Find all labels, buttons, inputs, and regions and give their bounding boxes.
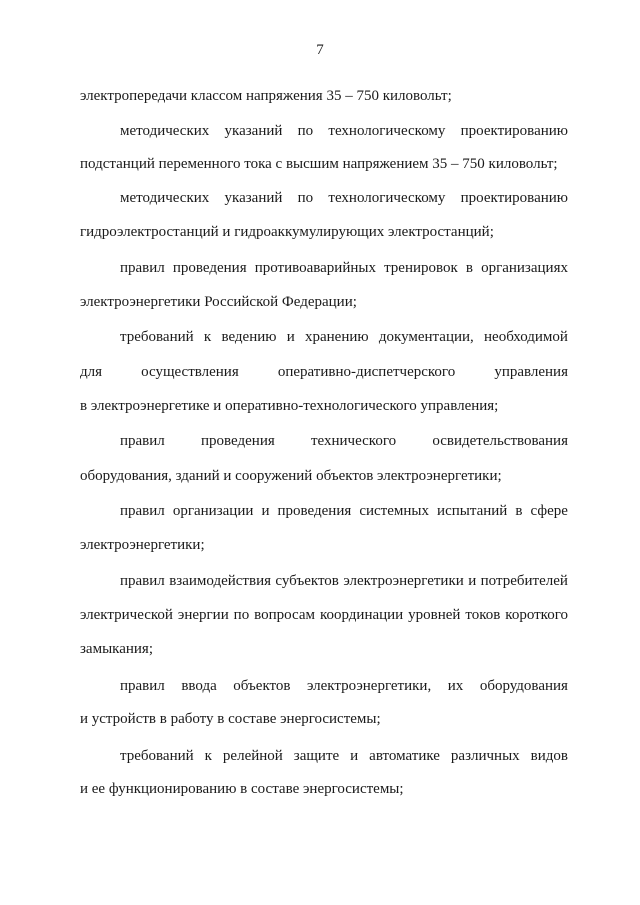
word: энергии	[177, 607, 229, 623]
word: электрической	[80, 607, 173, 623]
word: и	[350, 748, 359, 764]
text-line: подстанций переменного тока с высшим напряжением 35 – 750 киловольт;	[80, 156, 558, 172]
text-line: гидроэлектростанций и гидроаккумулирующих электростанций;	[80, 224, 494, 240]
word: системных	[359, 503, 429, 519]
text-line-justified	[80, 605, 568, 625]
word: в	[515, 503, 523, 519]
word: по	[297, 123, 314, 139]
word: указаний	[224, 123, 283, 139]
text-line-justified	[120, 571, 568, 591]
word: ввода	[181, 678, 217, 694]
word: необходимой	[484, 329, 568, 345]
text-line-justified	[120, 431, 568, 451]
word: по	[233, 607, 250, 623]
word: короткого	[505, 607, 568, 623]
word: и	[286, 329, 295, 345]
word: различных	[450, 748, 520, 764]
word: документации,	[378, 329, 474, 345]
word: правил	[120, 573, 165, 589]
page-number: 7	[316, 42, 324, 58]
word: тренировок	[384, 260, 458, 276]
word: и	[261, 503, 270, 519]
text-line-justified	[120, 676, 568, 696]
word: потребителей	[480, 573, 568, 589]
text-line: и устройств в работу в составе энергосистемы;	[80, 711, 381, 727]
text-line-justified	[120, 188, 568, 208]
word: испытаний	[437, 503, 508, 519]
text-line: в электроэнергетике и оперативно-технологического управления;	[80, 398, 499, 414]
text-line-justified	[80, 362, 568, 382]
word: объектов	[233, 678, 291, 694]
text-line-justified	[120, 501, 568, 521]
word: технологическому	[328, 190, 446, 206]
word: освидетельствования	[432, 433, 568, 449]
text-line-justified	[120, 258, 568, 278]
word: их	[447, 678, 464, 694]
word: организации	[172, 503, 254, 519]
word: осуществления	[141, 364, 239, 380]
word: автоматике	[369, 748, 440, 764]
text-line: замыкания;	[80, 641, 153, 657]
word: правил	[120, 503, 165, 519]
word: противоаварийных	[254, 260, 376, 276]
word: взаимодействия	[169, 573, 271, 589]
word: для	[80, 364, 103, 380]
word: ведению	[221, 329, 277, 345]
word: проведения	[201, 433, 275, 449]
word: технологическому	[328, 123, 446, 139]
word: технического	[310, 433, 397, 449]
text-line: электропередачи классом напряжения 35 – 750 киловольт;	[80, 88, 452, 104]
text-line: оборудования, зданий и сооружений объектов электроэнергетики;	[80, 468, 502, 484]
word: правил	[120, 433, 165, 449]
word: методических	[120, 190, 210, 206]
word: проектированию	[460, 190, 568, 206]
text-line-justified	[120, 121, 568, 141]
word: электроэнергетики,	[307, 678, 432, 694]
word: координации	[319, 607, 404, 623]
word: методических	[120, 123, 210, 139]
word: субъектов	[275, 573, 339, 589]
word: токов	[465, 607, 501, 623]
word: к	[204, 748, 212, 764]
word: оперативно-диспетчерского	[277, 364, 456, 380]
word: релейной	[222, 748, 283, 764]
word: требований	[120, 748, 194, 764]
word: уровней	[408, 607, 461, 623]
word: к	[203, 329, 212, 345]
word: проектированию	[460, 123, 568, 139]
word: электроэнергетики	[343, 573, 464, 589]
word: и	[468, 573, 477, 589]
word: по	[297, 190, 314, 206]
text-line: и ее функционированию в составе энергосистемы;	[80, 781, 404, 797]
word: управления	[494, 364, 568, 380]
word: видов	[530, 748, 568, 764]
text-line: электроэнергетики Российской Федерации;	[80, 294, 357, 310]
word: правил	[120, 678, 165, 694]
text-line: электроэнергетики;	[80, 537, 205, 553]
word: вопросам	[254, 607, 316, 623]
word: защите	[293, 748, 340, 764]
word: в	[465, 260, 473, 276]
word: оборудования	[479, 678, 568, 694]
word: организациях	[481, 260, 568, 276]
word: требований	[120, 329, 194, 345]
word: проведения	[277, 503, 352, 519]
word: сфере	[530, 503, 568, 519]
word: хранению	[305, 329, 369, 345]
word: правил	[120, 260, 165, 276]
text-line-justified	[120, 746, 568, 766]
word: проведения	[172, 260, 247, 276]
text-line-justified	[120, 327, 568, 347]
word: указаний	[224, 190, 283, 206]
